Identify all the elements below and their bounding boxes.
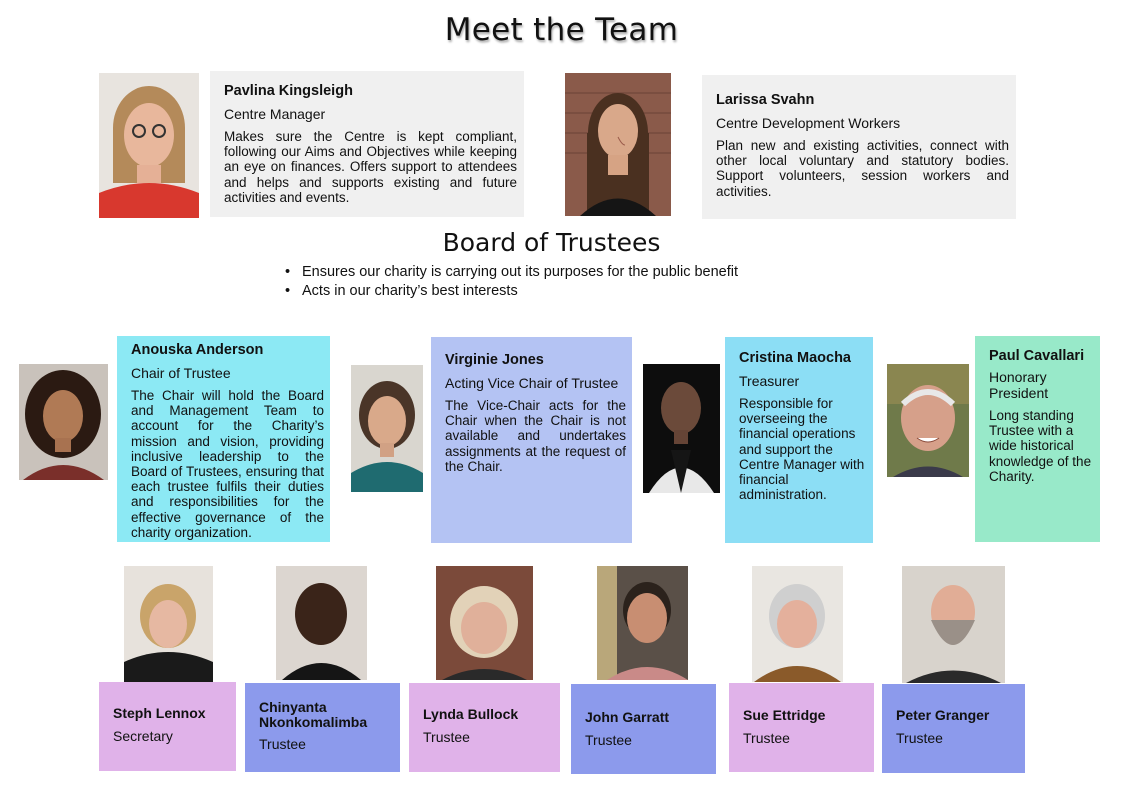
- portrait-photo-larissa: [565, 73, 671, 216]
- officer-card-paul: [975, 336, 1100, 542]
- page-title: Meet the Team: [444, 12, 679, 48]
- portrait-photo-steph: [124, 566, 213, 682]
- staff-card-larissa: [702, 75, 1016, 219]
- officer-description: The Chair will hold the Board and Management Team to account for the Charity’s mission and vision, providing inclusive leadership to the Board of Trustees, ensuring that each trustee fulfils their duties and responsibilities for the effective governance of the charity organization.: [131, 388, 324, 540]
- portrait-photo-john: [597, 566, 688, 680]
- officer-role: Chair of Trustee: [131, 365, 231, 381]
- staff-role: Centre Development Workers: [716, 115, 901, 131]
- portrait-photo-lynda: [436, 566, 533, 680]
- officer-name: Cristina Maocha: [739, 350, 851, 366]
- trustee-role: Trustee: [423, 729, 470, 745]
- officer-card-cristina: [725, 337, 873, 543]
- trustee-name: Peter Granger: [896, 707, 990, 723]
- portrait-photo-sue: [752, 566, 843, 682]
- staff-card-pavlina: [210, 71, 524, 217]
- staff-role: Centre Manager: [224, 106, 326, 122]
- staff-description: Plan new and existing activities, connect with other local voluntary and statutory bodies. Support volunteers, session workers and activities.: [716, 138, 1009, 199]
- portrait-photo-anouska: [19, 364, 108, 480]
- portrait-photo-cristina: [643, 364, 720, 493]
- trustee-role: Trustee: [896, 730, 943, 746]
- officer-role: Honorary President: [989, 369, 1049, 401]
- staff-name: Pavlina Kingsleigh: [224, 83, 353, 99]
- officer-role: Treasurer: [739, 373, 800, 389]
- board-heading: Board of Trustees: [442, 228, 661, 257]
- staff-name: Larissa Svahn: [716, 92, 815, 108]
- officer-description: The Vice-Chair acts for the Chair when the Chair is not available and undertakes assignments at the request of the Chair.: [445, 398, 626, 474]
- trustee-name: Lynda Bullock: [423, 706, 519, 722]
- officer-description: Long standing Trustee with a wide historical knowledge of the Charity.: [989, 408, 1092, 484]
- officer-card-anouska: [117, 336, 330, 542]
- trustee-card-lynda: [409, 683, 560, 772]
- trustee-card-peter: [882, 684, 1025, 773]
- trustee-name: Steph Lennox: [113, 705, 206, 721]
- trustee-card-chinyanta: [245, 683, 400, 772]
- portrait-photo-chinyanta: [276, 566, 367, 680]
- trustee-name: Chinyanta Nkonkomalimba: [259, 699, 368, 730]
- portrait-photo-pavlina: [99, 73, 199, 218]
- officer-role: Acting Vice Chair of Trustee: [445, 375, 619, 391]
- portrait-photo-paul: [887, 364, 969, 477]
- trustee-role: Trustee: [259, 736, 306, 752]
- trustee-card-steph: [99, 682, 236, 771]
- trustee-role: Secretary: [113, 728, 173, 744]
- officer-name: Paul Cavallari: [989, 348, 1085, 364]
- officer-name: Anouska Anderson: [131, 342, 264, 358]
- trustee-card-john: [571, 684, 716, 774]
- trustee-name: Sue Ettridge: [743, 707, 826, 723]
- trustee-role: Trustee: [743, 730, 790, 746]
- officer-card-virginie: [431, 337, 632, 543]
- officer-description: Responsible for overseeing the financial operations and support the Centre Manager with financial administration.: [739, 396, 865, 503]
- bullet-item: • Ensures our charity is carrying out its purposes for the public benefit: [285, 264, 739, 280]
- bullet-item: • Acts in our charity’s best interests: [285, 283, 518, 299]
- portrait-photo-virginie: [351, 365, 423, 492]
- staff-description: Makes sure the Centre is kept compliant, following our Aims and Objectives while keeping an eye on finances. Offers support to attendees and helps and supports existing and future activities and events.: [224, 129, 517, 205]
- trustee-role: Trustee: [585, 732, 632, 748]
- trustee-card-sue: [729, 683, 874, 772]
- board-bullet-list: [285, 263, 738, 301]
- portrait-photo-peter: [902, 566, 1005, 683]
- trustee-name: John Garratt: [585, 709, 670, 725]
- officer-name: Virginie Jones: [445, 352, 544, 368]
